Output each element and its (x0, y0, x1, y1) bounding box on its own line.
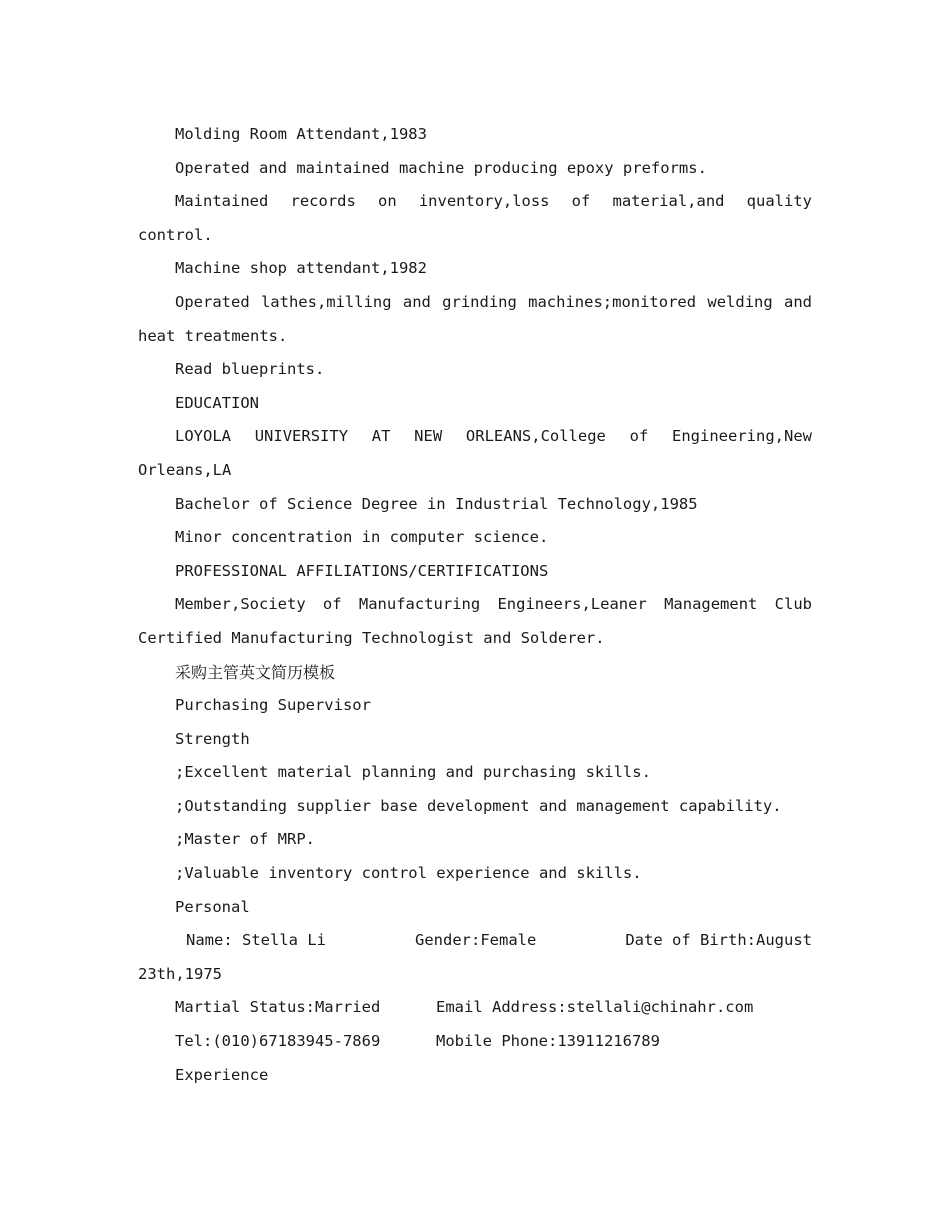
job-duty-records: Maintained records on inventory,loss of material,and quality (175, 192, 812, 211)
personal-tel: Tel:(010)67183945-7869 (175, 1032, 381, 1051)
personal-birth-date-cont: 23th,1975 (138, 964, 222, 983)
job-title-machine-shop: Machine shop attendant,1982 (175, 259, 427, 278)
personal-name: Name: Stella Li (186, 931, 326, 950)
personal-gender: Gender:Female (415, 931, 537, 950)
personal-contact-row (138, 991, 812, 1025)
personal-marital-status: Martial Status:Married (175, 998, 381, 1017)
job-duty-blueprints: Read blueprints. (175, 360, 325, 379)
job-duty-epoxy: Operated and maintained machine producing epoxy preforms. (175, 158, 707, 177)
section-heading-experience: Experience (175, 1065, 269, 1084)
personal-birth-date: Date of Birth:August (625, 931, 812, 950)
strength-item: ;Excellent material planning and purchasing skills. (175, 763, 651, 782)
section-heading-personal: Personal (175, 897, 250, 916)
strength-item: ;Outstanding supplier base development and management capability. (175, 796, 782, 815)
personal-mobile: Mobile Phone:13911216789 (436, 1032, 660, 1051)
job-duty-lathes-cont: heat treatments. (138, 326, 288, 345)
job-duty-lathes: Operated lathes,milling and grinding machines;monitored welding and (175, 292, 812, 311)
resume-position-title: Purchasing Supervisor (175, 696, 371, 715)
template-title-chinese: 采购主管英文简历模板 (175, 662, 336, 682)
job-title-molding: Molding Room Attendant,1983 (175, 125, 427, 143)
strength-item: ;Master of MRP. (175, 830, 315, 849)
affiliation-certified: Certified Manufacturing Technologist and Solderer. (138, 628, 605, 647)
personal-email: Email Address:stellali@chinahr.com (436, 998, 754, 1017)
personal-phone-row (138, 1025, 812, 1059)
education-school: LOYOLA UNIVERSITY AT NEW ORLEANS,College of Engineering,New (175, 427, 812, 446)
personal-info-row (138, 924, 812, 958)
strength-item: ;Valuable inventory control experience and skills. (175, 864, 642, 883)
job-duty-records-cont: control. (138, 225, 213, 244)
section-heading-strength: Strength (175, 729, 250, 748)
education-school-cont: Orleans,LA (138, 460, 232, 479)
section-heading-affiliations: PROFESSIONAL AFFILIATIONS/CERTIFICATIONS (175, 561, 549, 580)
education-minor: Minor concentration in computer science. (175, 528, 549, 547)
document-body (138, 118, 812, 1092)
affiliation-member: Member,Society of Manufacturing Engineers,Leaner Management Club (175, 595, 812, 614)
section-heading-education: EDUCATION (175, 393, 259, 412)
education-degree: Bachelor of Science Degree in Industrial Technology,1985 (175, 494, 698, 513)
